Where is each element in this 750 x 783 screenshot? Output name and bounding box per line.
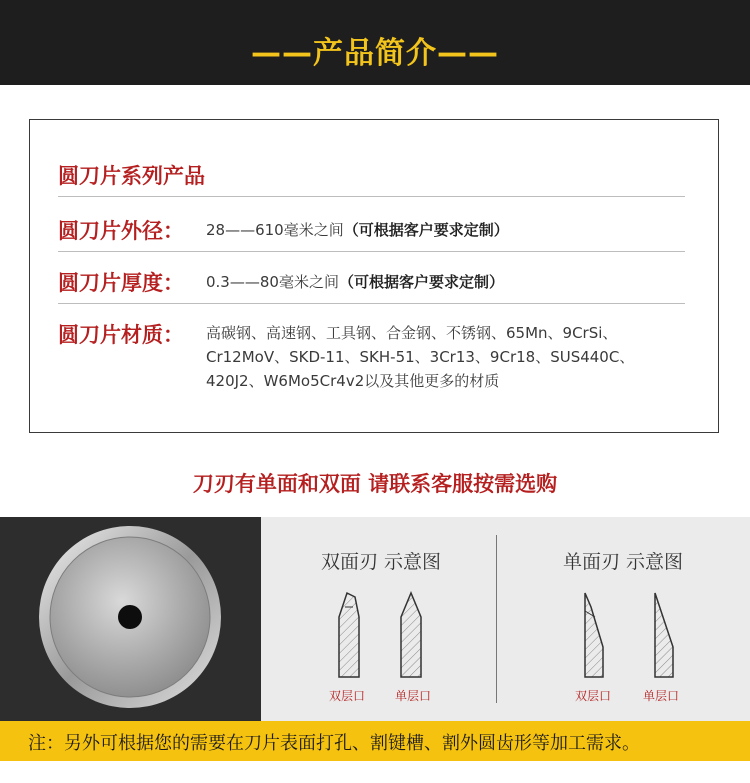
double-edge-title: 双面刃 示意图 bbox=[320, 551, 442, 573]
footer-note-bar bbox=[0, 721, 750, 761]
diameter-range: 28——610毫米之间 bbox=[206, 221, 344, 239]
single-edge-title: 单面刃 示意图 bbox=[562, 551, 684, 573]
divider bbox=[58, 196, 685, 197]
blade-diagram-panel bbox=[261, 517, 750, 721]
double-layer-label: 双层口 bbox=[328, 689, 365, 703]
series-title: 圆刀片系列产品 bbox=[58, 164, 205, 188]
material-label: 圆刀片材质： bbox=[58, 323, 184, 347]
edge-notice: 刀刃有单面和双面 请联系客服按需选购 bbox=[192, 472, 558, 496]
thickness-value bbox=[206, 271, 504, 292]
material-line: Cr12MoV、SKD-11、SKH-51、3Cr13、9Cr18、SUS440C、 bbox=[206, 348, 635, 366]
divider bbox=[58, 303, 685, 304]
single-edge-diagram bbox=[571, 587, 691, 687]
single-layer-label: 单层口 bbox=[394, 689, 431, 703]
diameter-value bbox=[206, 219, 509, 240]
thickness-range: 0.3——80毫米之间 bbox=[206, 273, 339, 291]
thickness-label: 圆刀片厚度： bbox=[58, 271, 184, 295]
diagram-separator bbox=[496, 535, 497, 703]
circular-blade-image bbox=[0, 517, 261, 721]
thickness-note: （可根据客户要求定制） bbox=[338, 273, 504, 291]
product-info-box bbox=[29, 119, 719, 433]
material-line: 高碳钢、高速钢、工具钢、合金钢、不锈钢、65Mn、9CrSi、 bbox=[206, 324, 618, 342]
single-layer-label: 单层口 bbox=[642, 689, 679, 703]
header-banner bbox=[0, 0, 750, 85]
divider bbox=[58, 251, 685, 252]
double-edge-diagram bbox=[329, 587, 449, 687]
blade-photo-panel bbox=[0, 517, 261, 721]
diameter-note: （可根据客户要求定制） bbox=[343, 221, 509, 239]
double-layer-label: 双层口 bbox=[574, 689, 611, 703]
diameter-label: 圆刀片外径： bbox=[58, 219, 184, 243]
page-title: ——产品简介—— bbox=[251, 36, 499, 71]
footer-note: 注：另外可根据您的需要在刀片表面打孔、割键槽、割外圆齿形等加工需求。 bbox=[28, 733, 640, 754]
material-line: 420J2、W6Mo5Cr4v2以及其他更多的材质 bbox=[206, 372, 500, 390]
